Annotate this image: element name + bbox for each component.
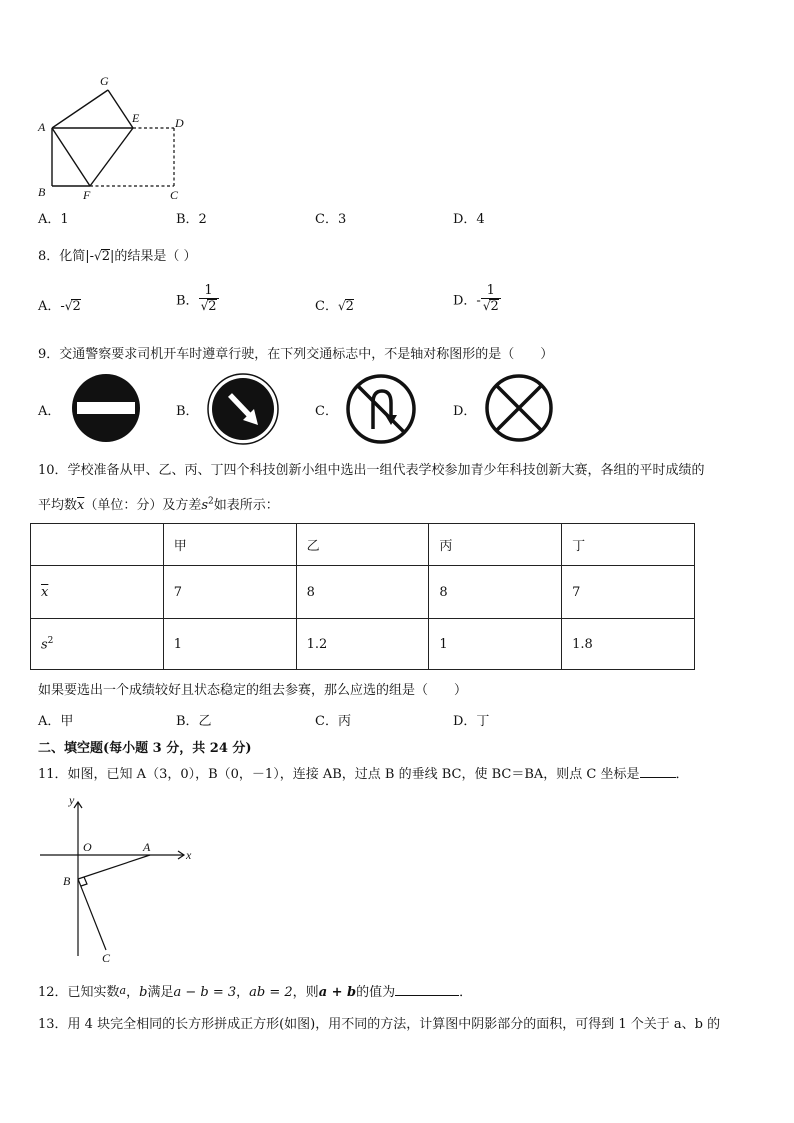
q8-option-b-rad: 2 [208, 298, 217, 314]
q10-data-table [30, 523, 695, 670]
q9-option-c-label[interactable]: C． [315, 404, 338, 419]
q11-answer-blank[interactable] [640, 777, 676, 778]
q9-option-d-label[interactable]: D． [453, 404, 477, 419]
q12-sep: 满足 [147, 985, 174, 1000]
table-header-cell: 甲 [163, 524, 296, 566]
q9-option-a-label[interactable]: A． [38, 404, 61, 419]
q8-option-a[interactable]: A．-√2 [38, 299, 81, 314]
q12-equation-2: ab = 2 [249, 985, 293, 1000]
keep-right-arrow-sign-icon[interactable] [207, 373, 279, 445]
table-header-cell: 乙 [296, 524, 429, 566]
q8-prefix: 8．化简|- [38, 249, 95, 264]
q8-radicand: 2 [101, 249, 110, 264]
q8-option-c[interactable]: C．√2 [315, 299, 354, 314]
axis-x-label: x [186, 848, 192, 862]
label-e: E [132, 111, 140, 125]
q10-line2-c: 如表所示： [213, 498, 279, 513]
q10-option-c[interactable]: C．丙 [315, 714, 351, 729]
q7-option-c[interactable]: C．3 [315, 212, 347, 227]
q12-expression: a + b [318, 985, 357, 1000]
q10-line2-a: 平均数 [38, 498, 78, 513]
table-row-label [31, 566, 164, 619]
table-cell: 1 [429, 619, 562, 670]
point-b-label: B [63, 874, 71, 888]
table-row [31, 619, 695, 670]
table-cell: 7 [562, 566, 695, 619]
q8-option-d-rad: 2 [490, 298, 499, 314]
q10-followup: 如果要选出一个成绩较好且状态稳定的组去参赛，那么应选的组是（ ） [38, 683, 468, 698]
origin-label: O [83, 840, 92, 854]
q12-answer-blank[interactable] [395, 995, 459, 996]
q10-xbar: $\overline{x}$ [77, 498, 85, 513]
q10-s-var: s [201, 498, 209, 513]
q8-option-c-rad: 2 [345, 299, 354, 314]
q12-question [38, 981, 472, 1000]
label-f: F [83, 188, 91, 202]
q8-option-b-num: 1 [204, 283, 213, 298]
q9-option-b-label[interactable]: B． [176, 404, 199, 419]
q8-option-c-label: C． [315, 299, 338, 314]
table-header-row [31, 524, 695, 566]
q12-sep: ，则 [292, 985, 319, 1000]
label-g: G [100, 74, 109, 88]
table-cell: 1.2 [296, 619, 429, 670]
q12-var-a: a [119, 984, 127, 997]
q11-end: ． [675, 767, 689, 782]
q12-sep: ， [126, 985, 140, 1000]
table-cell: 7 [163, 566, 296, 619]
label-a: A [38, 120, 46, 134]
section-heading: 二、填空题(每小题 3 分，共 24 分) [38, 741, 252, 756]
label-d: D [175, 116, 184, 130]
q10-option-b[interactable]: B．乙 [176, 714, 212, 729]
q8-question: 8．化简|-√2|的结果是（ ） [38, 249, 197, 264]
table-cell: 1 [163, 619, 296, 670]
q7-option-a[interactable]: A．1 [38, 212, 69, 227]
point-c-label: C [102, 951, 111, 965]
q9-question: 9．交通警察要求司机开车时遵章行驶，在下列交通标志中，不是轴对称图形的是（ ） [38, 347, 554, 362]
q8-suffix: |的结果是（ ） [109, 249, 197, 264]
table-row [31, 566, 695, 619]
label-c: C [170, 188, 179, 202]
q11-coordinate-figure [36, 790, 206, 965]
no-u-turn-sign-icon[interactable] [345, 373, 417, 445]
q7-option-d[interactable]: D．4 [453, 212, 485, 227]
table-cell: 8 [296, 566, 429, 619]
q12-prefix: 12．已知实数 [38, 985, 120, 1000]
table-row-label [31, 619, 164, 670]
q11-question [38, 763, 689, 782]
table-cell: 8 [429, 566, 562, 619]
q8-option-d-num: 1 [486, 283, 495, 298]
q10-question-line2 [38, 494, 279, 513]
q10-line2-b: （单位：分）及方差 [84, 498, 202, 513]
q7-option-b[interactable]: B．2 [176, 212, 207, 227]
q10-option-d[interactable]: D．丁 [453, 714, 490, 729]
q10-question-line1: 10．学校准备从甲、乙、丙、丁四个科技创新小组中选出一组代表学校参加青少年科技创新大赛，各组的平时成绩的 [38, 463, 705, 478]
no-entry-sign-icon[interactable] [71, 373, 141, 443]
q13-question: 13．用 4 块完全相同的长方形拼成正方形(如图)，用不同的方法，计算图中阴影部分的面积，可得到 1 个关于 a、b 的 [38, 1017, 721, 1032]
table-cell: 1.8 [562, 619, 695, 670]
s-exponent: 2 [47, 635, 54, 646]
q8-option-a-label: A．- [38, 299, 65, 314]
no-stopping-x-sign-icon[interactable] [484, 373, 554, 443]
q8-option-b[interactable]: B． $\frac{1}{√2}$ [176, 283, 217, 314]
axis-y-label: y [69, 793, 75, 807]
table-header-cell [31, 524, 164, 566]
q12-sep: ， [236, 985, 250, 1000]
q11-text: 11．如图，已知 A（3，0），B（0，－1），连接 AB，过点 B 的垂线 BC，使 BC＝BA，则点 C 坐标是 [38, 767, 640, 782]
q10-option-a[interactable]: A．甲 [38, 714, 74, 729]
table-header-cell: 丁 [562, 524, 695, 566]
xbar-symbol: $\overline{x}$ [41, 584, 49, 600]
label-b: B [38, 185, 46, 199]
q8-option-b-label: B． [176, 293, 199, 309]
q8-option-d[interactable]: D．- $\frac{1}{√2}$ [453, 283, 499, 314]
q12-suffix: 的值为 [356, 985, 396, 1000]
s-symbol: s [41, 637, 48, 653]
q8-option-a-rad: 2 [72, 299, 81, 314]
q8-option-d-label: D．- [453, 293, 481, 309]
table-header-cell: 丙 [429, 524, 562, 566]
q12-var-b: b [139, 985, 148, 1000]
q10-s-exp: 2 [208, 496, 214, 507]
q12-end: ． [459, 985, 473, 1000]
q7-geometry-figure [30, 70, 200, 205]
q12-equation-1: a − b = 3 [173, 985, 237, 1000]
point-a-label: A [143, 840, 151, 854]
